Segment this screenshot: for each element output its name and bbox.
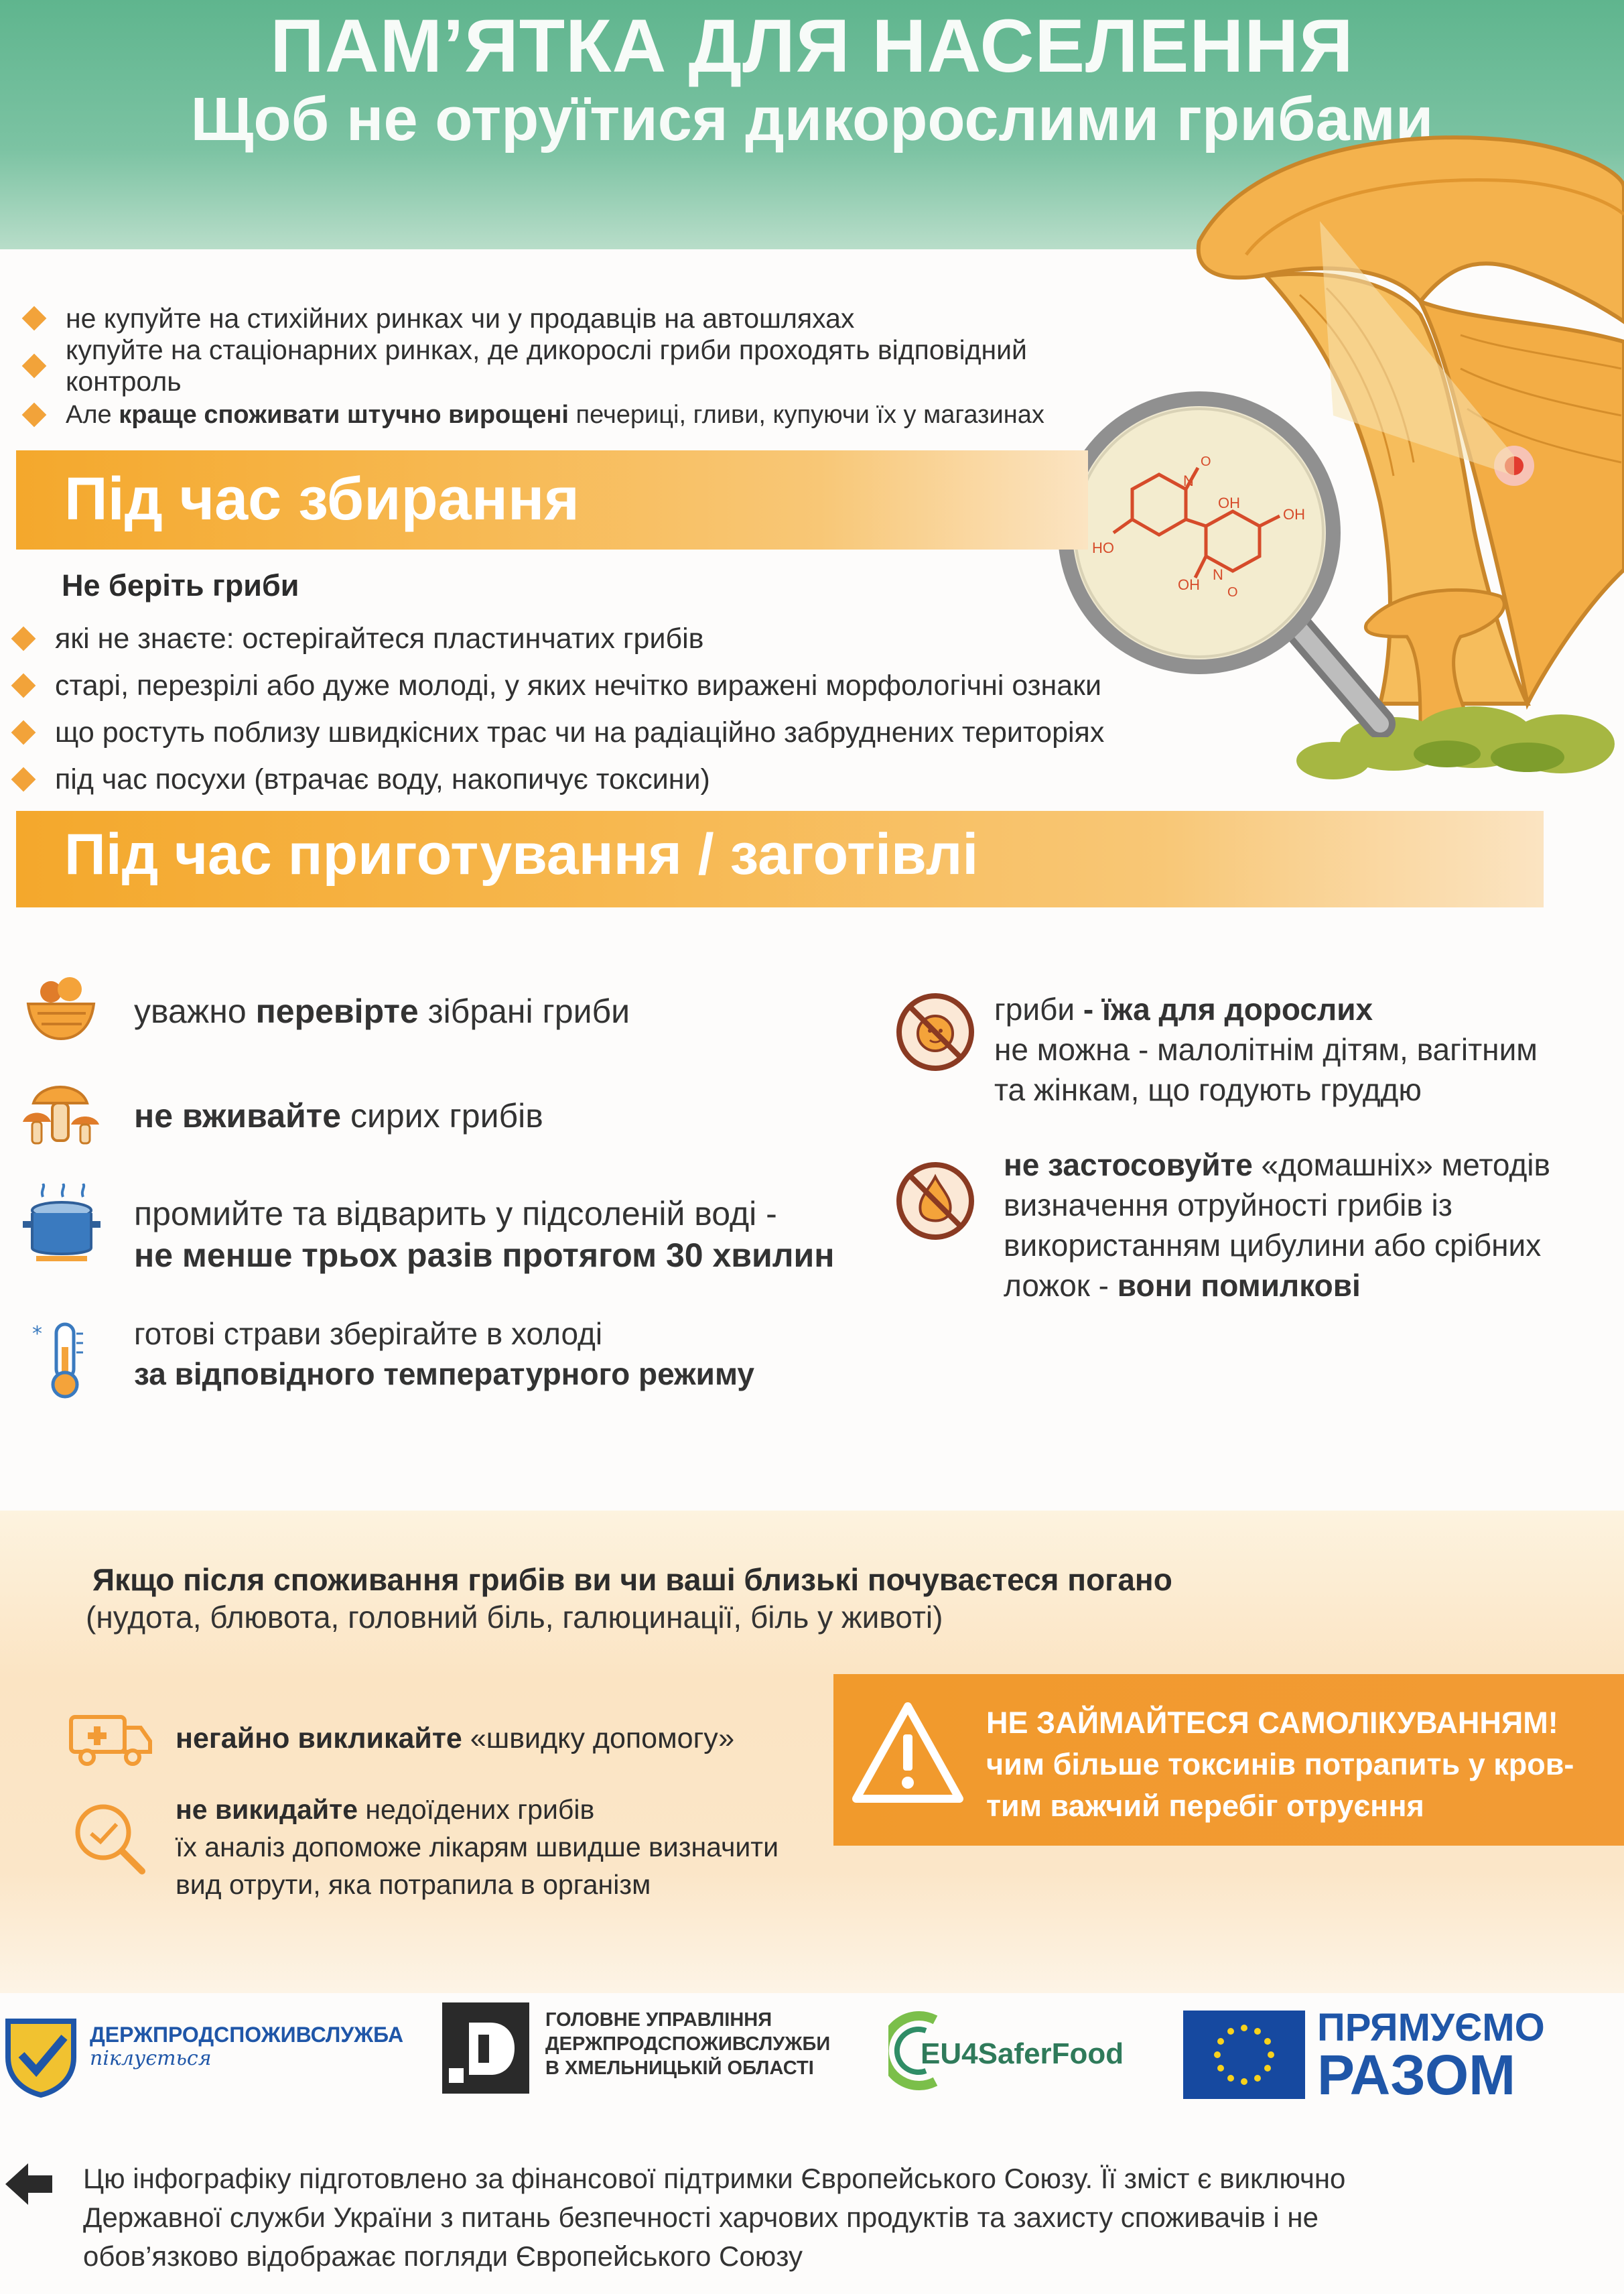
no-children-icon xyxy=(894,991,977,1074)
thermometer-icon xyxy=(32,1320,92,1401)
svg-text:*: * xyxy=(32,1322,42,1346)
prep-adults-line2: не можна - малолітнім дітям, вагітним xyxy=(994,1032,1538,1067)
diamond-bullet-icon xyxy=(11,627,36,651)
collecting-list xyxy=(9,615,1215,803)
action-keep-line3: вид отрути, яка потрапила в організм xyxy=(176,1869,651,1900)
molecule-label: HO xyxy=(1092,539,1114,556)
prep-methods-text: не застосовуйте «домашніх» методів визначення отруйності грибів із використанням цибулини або срібних ложок - вони помилкові xyxy=(1004,1147,1550,1303)
diamond-bullet-icon xyxy=(22,306,47,331)
prep-store-text xyxy=(134,1314,754,1394)
pryamuemo-text: ПРЯМУЄМО xyxy=(1317,2006,1545,2049)
footer-line3: обов’язково відображає погляди Європейського Союзу xyxy=(83,2240,803,2272)
gu-logo-icon xyxy=(442,2002,529,2094)
action-keep-text: не викидайте недоїдених грибів їх аналіз допоможе лікарям швидше визначити вид отрути, яка потрапила в організм xyxy=(176,1791,779,1903)
dps-logo-name: ДЕРЖПРОДСПОЖИВСЛУЖБА xyxy=(90,2023,404,2047)
diamond-bullet-icon xyxy=(22,354,47,379)
footer-line1: Цю інфографіку підготовлено за фінансової підтримки Європейського Союзу. Її зміст є виключно xyxy=(83,2163,1346,2194)
molecule-label: N xyxy=(1183,472,1194,489)
prep-raw-text: не вживайте сирих грибів xyxy=(134,1097,543,1135)
warning-line2: чим більше токсинів потрапить у кров- xyxy=(986,1747,1574,1781)
bullet-text: що ростуть поблизу швидкісних трас чи на радіаційно забруднених територіях xyxy=(55,716,1105,749)
razom-text: РАЗОМ xyxy=(1317,2043,1516,2106)
gu-line2: ДЕРЖПРОДСПОЖИВСЛУЖБИ xyxy=(545,2033,831,2055)
action-keep-line2: їх аналіз допоможе лікарям швидше визначити xyxy=(176,1832,779,1862)
gu-logo-text xyxy=(545,2008,830,2080)
diamond-bullet-icon xyxy=(11,674,36,698)
arrow-left-icon xyxy=(4,2161,54,2208)
prep-check-text: уважно перевірте зібрані гриби xyxy=(134,993,630,1030)
page-title: ПАМ’ЯТКА ДЛЯ НАСЕЛЕННЯ xyxy=(270,4,1354,88)
molecule-label: O xyxy=(1227,585,1238,600)
page-subtitle: Щоб не отруїтися дикорослими грибами xyxy=(190,85,1434,153)
list-item xyxy=(20,334,1119,397)
list-item xyxy=(20,391,1119,438)
prep-wash-text xyxy=(134,1193,834,1276)
diamond-bullet-icon xyxy=(11,767,36,792)
list-item xyxy=(9,662,1215,709)
molecule-label: N xyxy=(1213,566,1223,583)
bullet-text: Але краще споживати штучно вирощені печериці, гливи, купуючи їх у магазинах xyxy=(66,400,1044,429)
diamond-bullet-icon xyxy=(22,403,47,428)
gu-line1: ГОЛОВНЕ УПРАВЛІННЯ xyxy=(545,2009,772,2031)
warning-line1: НЕ ЗАЙМАЙТЕСЯ САМОЛІКУВАННЯМ! xyxy=(986,1706,1558,1740)
list-item xyxy=(9,709,1215,756)
molecule-label: OH xyxy=(1218,495,1240,511)
warning-triangle-icon xyxy=(851,1700,965,1807)
symptoms-heading: Якщо після споживання грибів ви чи ваші близькі почуваєтеся погано xyxy=(92,1562,1172,1597)
prep-adults-text: гриби - їжа для дорослих не можна - малолітнім дітям, вагітним та жінкам, що годують груддю xyxy=(994,989,1538,1110)
footer-disclaimer xyxy=(83,2159,1345,2276)
bullet-text: старі, перезрілі або дуже молоді, у яких нечітко виражені морфологічні ознаки xyxy=(55,669,1101,702)
no-onion-icon xyxy=(894,1159,977,1242)
warning-line3: тим важчий перебіг отруєння xyxy=(986,1789,1424,1823)
prep-wash-line2: не менше трьох разів протягом 30 хвилин xyxy=(134,1236,835,1274)
warning-box-text xyxy=(986,1702,1574,1827)
gu-line3: В ХМЕЛЬНИЦЬКІЙ ОБЛАСТІ xyxy=(545,2057,814,2079)
collecting-lead: Не беріть гриби xyxy=(62,568,299,602)
prep-store-line2: за відповідного температурного режиму xyxy=(134,1356,754,1391)
molecule-label: OH xyxy=(1178,576,1200,593)
diamond-bullet-icon xyxy=(11,720,36,745)
eu4-logo-text: EU4SaferFood xyxy=(921,2037,1124,2070)
prep-wash-line1: промийте та відварить у підсоленій воді - xyxy=(134,1195,777,1232)
lab-analysis-icon xyxy=(70,1799,147,1876)
action-call-text: негайно викликайте «швидку допомогу» xyxy=(176,1722,735,1755)
list-item xyxy=(9,615,1215,662)
bullet-text: які не знаєте: остерігайтеся пластинчатих грибів xyxy=(55,622,704,655)
bullet-text: купуйте на стаціонарних ринках, де дикорослі гриби проходять відповідний контроль xyxy=(66,334,1027,397)
molecule-label: OH xyxy=(1283,506,1305,523)
mushroom-cap xyxy=(1199,137,1624,322)
footer-line2: Державної служби України з питань безпечності харчових продуктів та захисту споживачів і не xyxy=(83,2202,1318,2233)
prep-methods-line3: використанням цибулини або срібних xyxy=(1004,1228,1542,1263)
ambulance-icon xyxy=(68,1708,153,1768)
list-item xyxy=(9,756,1215,803)
section-title-collecting: Під час збирання xyxy=(64,466,580,533)
pot-icon xyxy=(23,1184,100,1264)
prep-methods-line2: визначення отруйності грибів із xyxy=(1004,1188,1452,1222)
eu-flag-icon xyxy=(1183,2011,1305,2099)
mushrooms-icon xyxy=(20,1070,100,1150)
bullet-text: не купуйте на стихійних ринках чи у продавців на автошляхах xyxy=(66,302,855,334)
basket-icon xyxy=(24,969,98,1043)
bullet-text: під час посухи (втрачає воду, накопичує токсини) xyxy=(55,763,710,795)
molecule-label: O xyxy=(1201,454,1211,469)
dps-logo-icon xyxy=(4,2017,78,2098)
dps-logo-tagline: піклується xyxy=(90,2047,212,2070)
symptoms-list: (нудота, блювота, головний біль, галюцинації, біль у животі) xyxy=(86,1600,943,1635)
prep-adults-line3: та жінкам, що годують груддю xyxy=(994,1072,1422,1107)
prep-store-line1: готові страви зберігайте в холоді xyxy=(134,1316,603,1351)
top-bullets xyxy=(20,296,1119,438)
section-title-preparation: Під час приготування / заготівлі xyxy=(64,822,979,887)
